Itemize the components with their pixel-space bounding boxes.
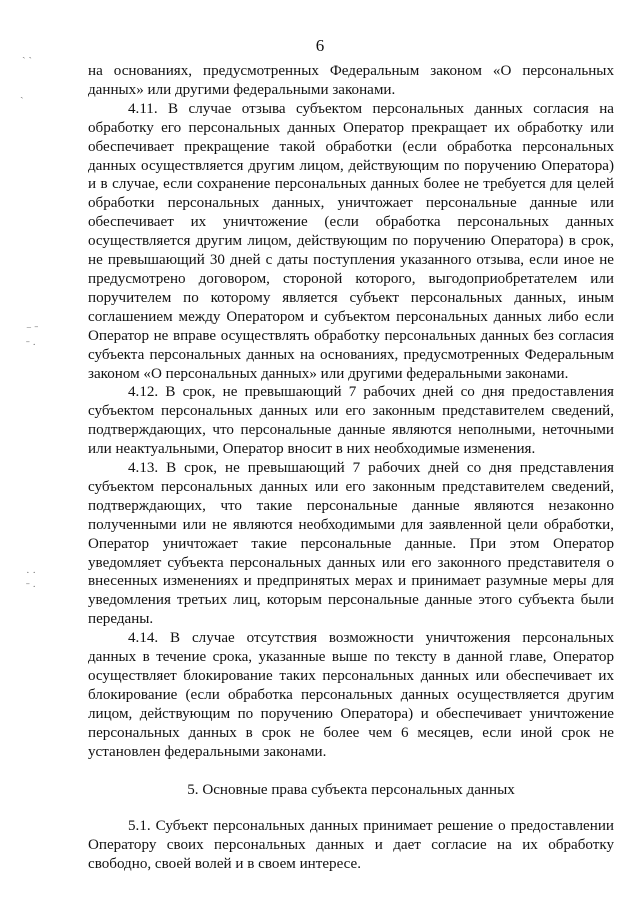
paragraph-4-12: 4.12. В срок, не превышающий 7 рабочих дней со дня предоставления субъектом персональных данных или его законным представителем сведений, подтверждающих, что персональные данные являются неполными, неточными или неактуальными, Оператор вносит в них необходимые изменения. xyxy=(88,384,614,458)
scan-mark: ⁻ ˉ xyxy=(26,324,39,336)
scan-mark: · · xyxy=(26,567,37,579)
paragraph-4-11: 4.11. В случае отзыва субъектом персональных данных согласия на обработку его персональных данных Оператор прекращает их обработку или обеспечивает прекращение такой обработки (если обработка персональных данных осуществляется другим лицом, действующим по поручению Оператора) и в случае, если сохранение персональных данных более не требуется для целей обработки персональных данных, уничтожает персональные данные или обеспечивает их уничтожение (если обработка персональных данных осуществляется другим лицом, действующим по поручению Оператора) в срок, не превышающий 30 дней с даты поступления указанного отзыва, если иное не предусмотрено договором, стороной которого, выгодоприобретателем или поручителем по которому является субъект персональных данных, иным соглашением между Оператором и субъектом персональных данных либо если Оператор не вправе осуществлять обработку персональных данных без согласия субъекта персональных данных на основаниях, предусмотренных Федеральным законом «О персональных данных» или другими федеральными законами. xyxy=(88,100,614,382)
paragraph-4-14: 4.14. В случае отсутствия возможности уничтожения персональных данных в течение срока, указанные выше по тексту в данной главе, Оператор осуществляет блокирование таких персональных данных или обеспечивает их блокирование (если обработка персональных данных осуществляется другим лицом, действующим по поручению Оператора) и обеспечивает уничтожение персональных данных в срок не более чем 6 месяцев, если иной срок не установлен федеральными законами. xyxy=(88,630,614,760)
paragraph-continuation: на основаниях, предусмотренных Федеральным законом «О персональных данных» или другими федеральными законами. xyxy=(88,63,614,98)
scan-mark: ˉ · xyxy=(26,581,37,593)
paragraph-5-1: 5.1. Субъект персональных данных принимает решение о предоставлении Оператору своих персональных данных и дает согласие на их обработку свободно, своей волей и в своем интересе. xyxy=(88,818,614,873)
page-number: 6 xyxy=(315,36,325,55)
paragraph-4-13: 4.13. В срок, не превышающий 7 рабочих дней со дня представления субъектом персональных данных или его законным представителем сведений, подтверждающих, что такие персональные данные являются незаконно полученными или не являются необходимыми для заявленной цели обработки, Оператор уничтожает такие персональные данные. При этом Оператор уведомляет субъекта персональных данных или его законного представителя о внесенных изменениях и предпринятых мерах и принимает разумные меры для уведомления третьих лиц, которым персональные данные этого субъекта были переданы. xyxy=(88,460,614,628)
scan-mark: ˏ xyxy=(20,87,24,99)
section-heading: 5. Основные права субъекта персональных данных xyxy=(187,781,515,798)
scan-mark: ˉ · xyxy=(26,339,37,351)
document-body xyxy=(88,62,614,874)
scan-mark: ˎ ˏ xyxy=(22,47,33,59)
